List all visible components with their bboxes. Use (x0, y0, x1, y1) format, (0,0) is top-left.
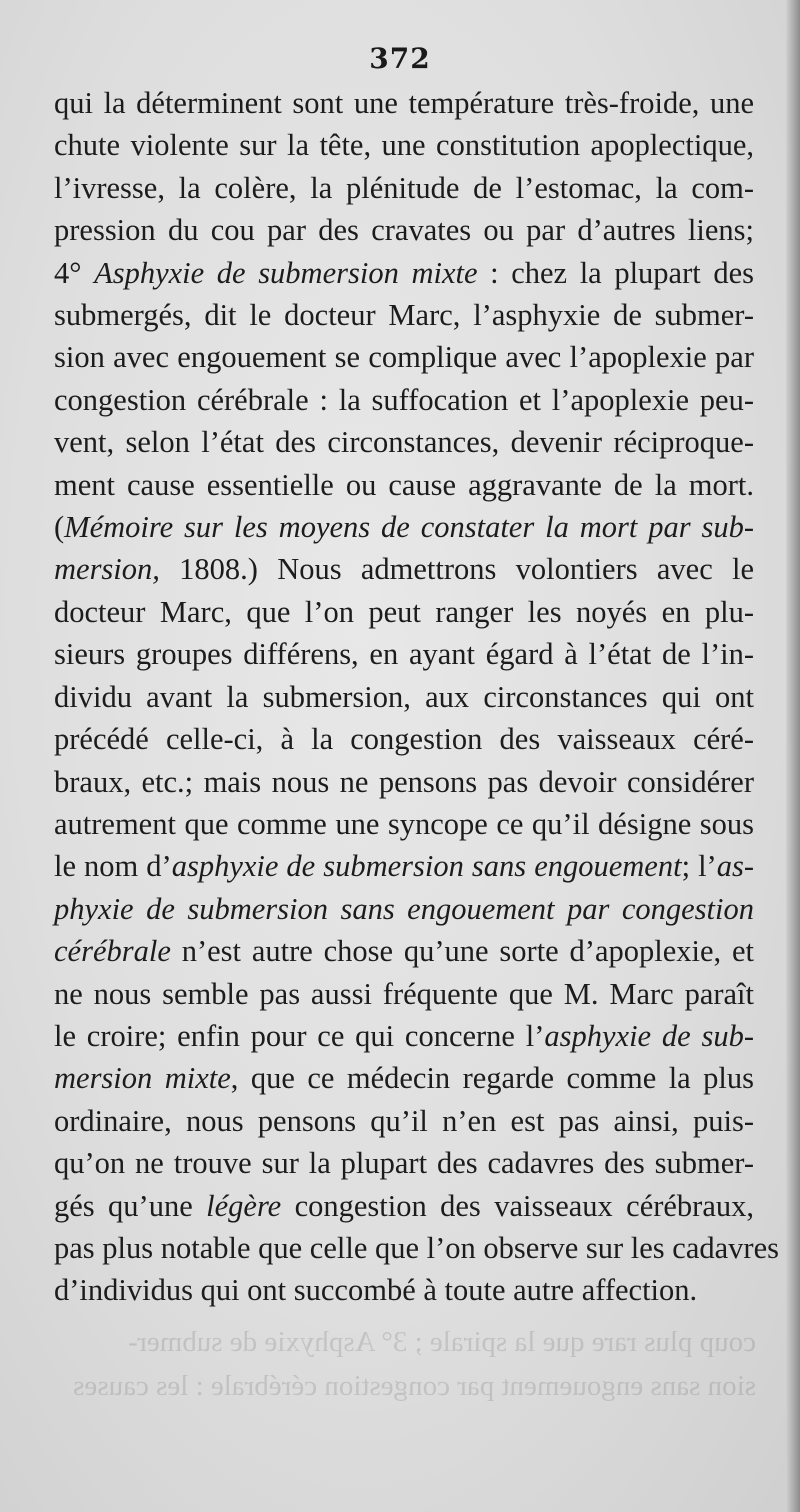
text-segment: pression du cou par des cravates ou par d’autres liens; (54, 213, 754, 248)
italic-segment: cérébrale (54, 934, 171, 969)
text-segment: : chez la plupart des (477, 255, 754, 290)
text-segment: congestion des vaisseaux cérébraux, (281, 1188, 754, 1223)
text-segment: ne nous semble pas aussi fréquente que M. Marc paraît (54, 976, 754, 1011)
text-line (54, 1185, 754, 1227)
italic-segment: mersion, (54, 552, 160, 587)
page-edge-shadow (786, 0, 800, 1512)
italic-segment: légère (206, 1188, 282, 1223)
text-segment: 1808.) Nous admettrons volontiers avec le (159, 552, 754, 587)
text-segment: sion avec engouement se complique avec l’apoplexie par (54, 340, 754, 375)
text-segment: braux, etc.; mais nous ne pensons pas devoir considérer (54, 764, 754, 799)
text-line (54, 379, 754, 421)
text-segment: sieurs groupes différens, en ayant égard à l’état de l’in- (54, 637, 754, 672)
text-segment: l’ivresse, la colère, la plénitude de l’estomac, la com- (54, 170, 754, 205)
text-segment: d’individus qui ont succombé à toute autre affection. (54, 1273, 698, 1308)
italic-segment: as- (716, 849, 754, 884)
italic-segment: asphyxie de sub- (544, 1018, 754, 1053)
text-segment: chute violente sur la tête, une constitution apoplectique, (54, 128, 754, 163)
text-line (54, 676, 754, 718)
bleed-through-line: sion sans engouement par congestion cérébrale : les causes (73, 1370, 756, 1402)
text-segment: congestion cérébrale : la suffocation et l’apoplexie peu- (54, 382, 754, 417)
text-segment: le croire; enfin pour ce qui concerne l’ (54, 1018, 545, 1053)
text-line (54, 464, 754, 506)
text-segment: précédé celle-ci, à la congestion des vaisseaux céré- (54, 722, 754, 757)
text-segment: ( (54, 510, 65, 545)
text-line (54, 1142, 754, 1184)
text-line (54, 167, 754, 209)
text-line (54, 718, 754, 760)
text-line (54, 1269, 754, 1311)
text-line (54, 1057, 754, 1099)
text-segment: n’est autre chose qu’une sorte d’apoplexie, et (170, 934, 754, 969)
text-line (54, 633, 754, 675)
text-line (54, 888, 754, 930)
text-segment: ment cause essentielle ou cause aggravante de la mort. (54, 467, 754, 502)
text-segment: pas plus notable que celle que l’on observe sur les cadavres (54, 1230, 779, 1265)
text-line (54, 252, 754, 294)
text-segment: 4° (54, 255, 95, 290)
italic-segment: asphyxie de submersion sans engouement (171, 849, 682, 884)
text-line (54, 761, 754, 803)
text-line (54, 845, 754, 887)
body-paragraph (54, 82, 779, 1312)
text-line (54, 591, 754, 633)
text-line (54, 506, 754, 548)
italic-segment: Asphyxie de submersion mixte (94, 255, 478, 290)
italic-segment: Mémoire sur les moyens de constater la mort par sub- (64, 510, 754, 545)
italic-segment: phyxie de submersion sans engouement par congestion (54, 891, 754, 926)
text-line (54, 124, 754, 166)
text-segment: dividu avant la submersion, aux circonstances qui ont (54, 679, 754, 714)
text-line (54, 1227, 779, 1269)
text-segment: submergés, dit le docteur Marc, l’asphyxie de submer- (54, 298, 754, 333)
text-line (54, 930, 754, 972)
italic-segment: mersion mixte (54, 1061, 231, 1096)
text-line (54, 1100, 754, 1142)
text-segment: qu’on ne trouve sur la plupart des cadavres des submer- (54, 1146, 754, 1181)
text-segment: le nom d’ (54, 849, 172, 884)
text-line (54, 209, 754, 251)
text-segment: ; l’ (681, 849, 717, 884)
bleed-through-text (56, 1320, 756, 1408)
page-number: 372 (369, 42, 431, 75)
text-segment: , que ce médecin regarde comme la plus (230, 1061, 754, 1096)
text-segment: vent, selon l’état des circonstances, devenir réciproque- (54, 425, 754, 460)
text-segment: qui la déterminent sont une température très-froide, une (54, 86, 754, 120)
text-line (54, 336, 754, 378)
text-segment: autrement que comme une syncope ce qu’il désigne sous (54, 806, 754, 841)
text-line (54, 421, 754, 463)
text-line (54, 82, 754, 124)
text-segment: gés qu’une (54, 1188, 207, 1223)
text-line (54, 548, 754, 590)
text-line (54, 294, 754, 336)
text-line (54, 1015, 754, 1057)
bleed-through-line: coup plus rare que la spirale ; 3° Asphyxie de submer- (128, 1326, 756, 1358)
text-segment: docteur Marc, que l’on peut ranger les noyés en plu- (54, 594, 754, 629)
text-line (54, 803, 754, 845)
text-segment: ordinaire, nous pensons qu’il n’en est pas ainsi, puis- (54, 1103, 754, 1138)
text-line (54, 973, 754, 1015)
